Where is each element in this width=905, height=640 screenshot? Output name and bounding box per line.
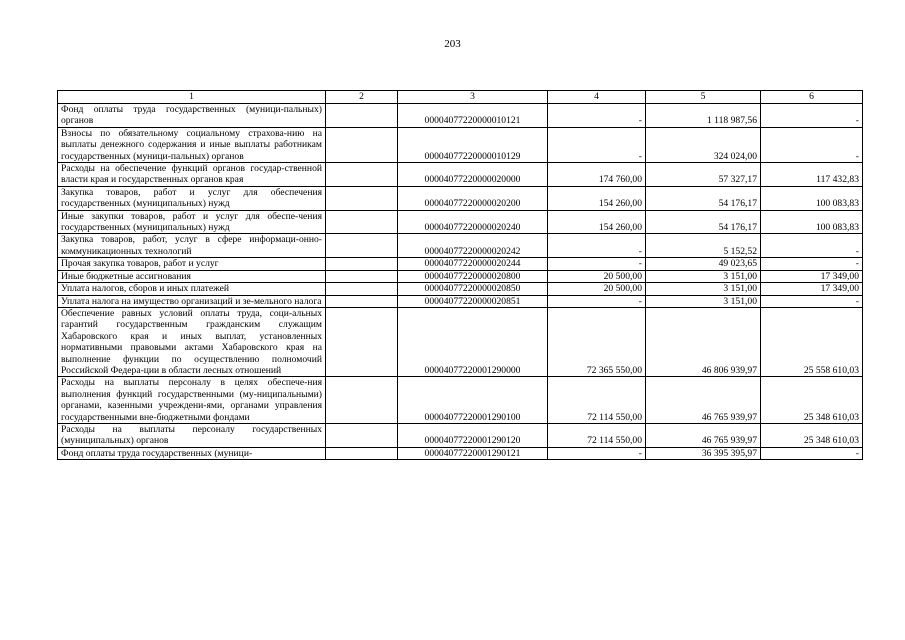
row-col2-cell <box>326 258 398 270</box>
table-row <box>58 104 863 128</box>
table-row <box>58 127 863 162</box>
row-col2-cell <box>326 377 398 424</box>
table-row <box>58 447 863 459</box>
table-row <box>58 283 863 295</box>
column-header: 1 <box>58 91 326 104</box>
row-value-col6: 117 432,83 <box>761 163 863 187</box>
row-value-col5: 3 151,00 <box>646 270 761 282</box>
row-value-col4: - <box>548 258 646 270</box>
table-row <box>58 377 863 424</box>
column-header: 4 <box>548 91 646 104</box>
row-col2-cell <box>326 295 398 307</box>
row-value-col5: 3 151,00 <box>646 283 761 295</box>
row-code-cell: 00004077220000020850 <box>398 283 548 295</box>
row-code-cell: 00004077220000020851 <box>398 295 548 307</box>
row-value-col6: - <box>761 234 863 258</box>
row-col2-cell <box>326 104 398 128</box>
row-name-cell: Закупка товаров, работ и услуг для обеспечения государственных (муниципальных) нужд <box>58 186 326 210</box>
row-value-col6: 25 348 610,03 <box>761 377 863 424</box>
row-value-col4: - <box>548 127 646 162</box>
row-value-col6: 25 348 610,03 <box>761 423 863 447</box>
budget-table <box>57 90 863 460</box>
row-value-col4: 174 760,00 <box>548 163 646 187</box>
row-value-col4: 72 365 550,00 <box>548 307 646 376</box>
row-value-col4: - <box>548 234 646 258</box>
row-value-col6: - <box>761 295 863 307</box>
row-col2-cell <box>326 283 398 295</box>
row-col2-cell <box>326 234 398 258</box>
row-col2-cell <box>326 447 398 459</box>
row-value-col4: 72 114 550,00 <box>548 377 646 424</box>
row-col2-cell <box>326 127 398 162</box>
table-row <box>58 210 863 234</box>
row-value-col5: 46 806 939,97 <box>646 307 761 376</box>
row-value-col4: - <box>548 295 646 307</box>
row-code-cell: 00004077220001290120 <box>398 423 548 447</box>
row-name-cell: Иные закупки товаров, работ и услуг для обеспе-чения государственных (муниципальных) нужд <box>58 210 326 234</box>
row-name-cell: Уплата налога на имущество организаций и зе-мельного налога <box>58 295 326 307</box>
row-value-col4: 154 260,00 <box>548 210 646 234</box>
row-col2-cell <box>326 423 398 447</box>
table-header-row <box>58 91 863 104</box>
row-value-col5: 3 151,00 <box>646 295 761 307</box>
row-name-cell: Взносы по обязательному социальному страхова-нию на выплаты денежного содержания и иные выплаты работникам государственных (муници-пальных) органов <box>58 127 326 162</box>
row-value-col6: - <box>761 127 863 162</box>
row-value-col5: 46 765 939,97 <box>646 423 761 447</box>
row-code-cell: 00004077220000020242 <box>398 234 548 258</box>
row-code-cell: 00004077220000010121 <box>398 104 548 128</box>
row-value-col5: 1 118 987,56 <box>646 104 761 128</box>
row-name-cell: Иные бюджетные ассигнования <box>58 270 326 282</box>
row-col2-cell <box>326 186 398 210</box>
row-code-cell: 00004077220000010129 <box>398 127 548 162</box>
row-value-col5: 5 152,52 <box>646 234 761 258</box>
row-code-cell: 00004077220001290000 <box>398 307 548 376</box>
row-value-col6: - <box>761 258 863 270</box>
row-code-cell: 00004077220000020800 <box>398 270 548 282</box>
row-value-col4: 154 260,00 <box>548 186 646 210</box>
row-value-col4: 20 500,00 <box>548 283 646 295</box>
table-row <box>58 270 863 282</box>
row-name-cell: Обеспечение равных условий оплаты труда, соци-альных гарантий государственным гражданским служащим Хабаровского края и иных выплат, установленных нормативными правовыми актами Хабаровского края на выполнение функции по осуществлению полномочий Российской Федера-ции в области лесных отношений <box>58 307 326 376</box>
row-name-cell: Расходы на обеспечение функций органов государ-ственной власти края и государственных органов края <box>58 163 326 187</box>
row-value-col5: 46 765 939,97 <box>646 377 761 424</box>
row-col2-cell <box>326 210 398 234</box>
row-code-cell: 00004077220000020000 <box>398 163 548 187</box>
row-name-cell: Фонд оплаты труда государственных (муници- <box>58 447 326 459</box>
row-value-col6: 17 349,00 <box>761 270 863 282</box>
table-row <box>58 258 863 270</box>
table-row <box>58 423 863 447</box>
row-col2-cell <box>326 163 398 187</box>
row-value-col6: 100 083,83 <box>761 186 863 210</box>
row-code-cell: 00004077220001290100 <box>398 377 548 424</box>
column-header: 5 <box>646 91 761 104</box>
row-code-cell: 00004077220000020240 <box>398 210 548 234</box>
row-name-cell: Фонд оплаты труда государственных (муници-пальных) органов <box>58 104 326 128</box>
row-col2-cell <box>326 307 398 376</box>
column-header: 6 <box>761 91 863 104</box>
row-name-cell: Закупка товаров, работ, услуг в сфере информаци-онно-коммуникационных технологий <box>58 234 326 258</box>
table-row <box>58 295 863 307</box>
table-row <box>58 307 863 376</box>
row-value-col6: - <box>761 104 863 128</box>
row-code-cell: 00004077220000020200 <box>398 186 548 210</box>
row-value-col4: 72 114 550,00 <box>548 423 646 447</box>
row-code-cell: 00004077220001290121 <box>398 447 548 459</box>
row-col2-cell <box>326 270 398 282</box>
column-header: 3 <box>398 91 548 104</box>
row-value-col5: 49 023,65 <box>646 258 761 270</box>
table-row <box>58 163 863 187</box>
row-value-col6: 25 558 610,03 <box>761 307 863 376</box>
row-value-col5: 324 024,00 <box>646 127 761 162</box>
row-code-cell: 00004077220000020244 <box>398 258 548 270</box>
row-name-cell: Расходы на выплаты персоналу государственных (муниципальных) органов <box>58 423 326 447</box>
row-name-cell: Расходы на выплаты персоналу в целях обеспече-ния выполнения функций государственными (му-ниципальными) органами, казенными учреждени-ями, органами управления государственными вне-бюджетными фондами <box>58 377 326 424</box>
row-name-cell: Прочая закупка товаров, работ и услуг <box>58 258 326 270</box>
row-value-col6: - <box>761 447 863 459</box>
table-row <box>58 234 863 258</box>
row-name-cell: Уплата налогов, сборов и иных платежей <box>58 283 326 295</box>
page-number: 203 <box>444 38 461 50</box>
row-value-col4: 20 500,00 <box>548 270 646 282</box>
column-header: 2 <box>326 91 398 104</box>
row-value-col4: - <box>548 447 646 459</box>
row-value-col6: 100 083,83 <box>761 210 863 234</box>
row-value-col5: 57 327,17 <box>646 163 761 187</box>
row-value-col5: 54 176,17 <box>646 210 761 234</box>
row-value-col6: 17 349,00 <box>761 283 863 295</box>
row-value-col5: 54 176,17 <box>646 186 761 210</box>
row-value-col4: - <box>548 104 646 128</box>
table-row <box>58 186 863 210</box>
row-value-col5: 36 395 395,97 <box>646 447 761 459</box>
